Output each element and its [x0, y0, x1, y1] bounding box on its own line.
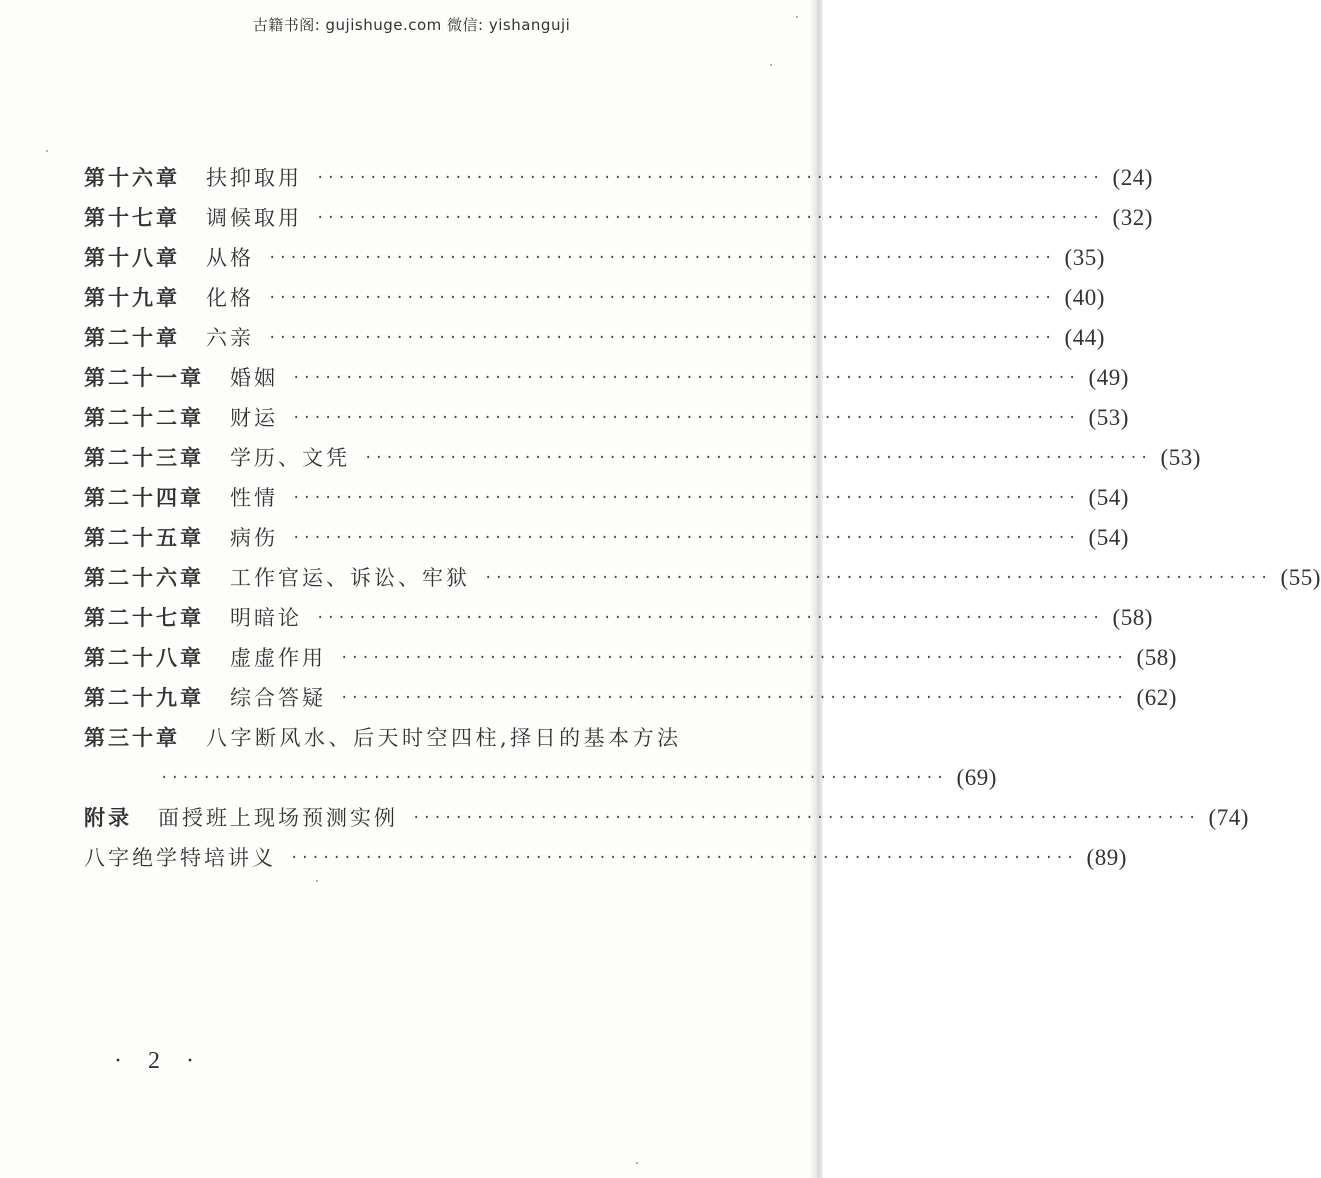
toc-page-number: (49)	[1088, 365, 1129, 390]
toc-dot-leader: ··········································································	[292, 410, 1079, 426]
toc-page-number: (55)	[1280, 565, 1321, 590]
toc-chapter: 第二十九章	[84, 685, 204, 710]
toc-dot-leader: ··········································································	[268, 250, 1055, 266]
toc-chapter: 第二十一章	[84, 365, 204, 390]
toc-dot-leader: ··········································································	[364, 450, 1151, 466]
toc-chapter: 第二十八章	[84, 645, 204, 670]
toc-chapter: 第二十四章	[84, 485, 204, 510]
toc-page-number: (54)	[1088, 525, 1129, 550]
toc-title: 虚虚作用	[230, 646, 326, 670]
toc-page-number: (58)	[1112, 605, 1153, 630]
toc-chapter: 第十九章	[84, 285, 180, 310]
scan-speck	[636, 1162, 638, 1164]
toc-title: 财运	[230, 406, 278, 430]
toc-dot-leader: ··········································································	[340, 690, 1127, 706]
toc-title: 性情	[230, 486, 278, 510]
toc-chapter: 第二十六章	[84, 565, 204, 590]
toc-dot-leader: ··········································································	[268, 330, 1055, 346]
toc-chapter: 第二十三章	[84, 445, 204, 470]
toc-entry	[84, 598, 1153, 638]
toc-entry	[84, 158, 1153, 198]
toc-entry	[84, 838, 1127, 878]
toc-page-number: (62)	[1136, 685, 1177, 710]
toc-title: 工作官运、诉讼、牢狱	[230, 566, 470, 590]
watermark-header: 古籍书阁: gujishuge.com 微信: yishanguji	[252, 16, 571, 34]
toc-page-number: (58)	[1136, 645, 1177, 670]
toc-page-number: (54)	[1088, 485, 1129, 510]
toc-dot-leader: ··········································································	[292, 530, 1079, 546]
toc-dot-leader: ··········································································	[160, 770, 947, 786]
toc-entry	[84, 438, 1201, 478]
toc-chapter: 第二十章	[84, 325, 180, 350]
toc-dot-leader: ··········································································	[340, 650, 1127, 666]
scan-speck	[770, 64, 772, 66]
toc-title: 明暗论	[230, 606, 302, 630]
toc-dot-leader: ··········································································	[316, 170, 1103, 186]
toc-dot-leader: ··········································································	[484, 570, 1271, 586]
toc-entry	[84, 278, 1105, 318]
toc-dot-leader: ··········································································	[268, 290, 1055, 306]
toc-chapter: 第三十章	[84, 725, 180, 750]
toc-title: 婚姻	[230, 366, 278, 390]
toc-page-number: (74)	[1208, 805, 1249, 830]
toc-page-number: (24)	[1112, 165, 1153, 190]
toc-entry	[84, 558, 1321, 598]
toc-entry	[84, 238, 1105, 278]
toc-entry	[84, 198, 1153, 238]
toc-title: 综合答疑	[230, 686, 326, 710]
toc-page-number: (35)	[1064, 245, 1105, 270]
toc-entry	[84, 718, 724, 758]
toc-dot-leader: ··········································································	[292, 490, 1079, 506]
toc-page-number: (89)	[1086, 845, 1127, 870]
toc-chapter: 第二十五章	[84, 525, 204, 550]
toc-entry	[84, 678, 1177, 718]
toc-chapter: 第十七章	[84, 205, 180, 230]
toc-dot-leader: ··········································································	[290, 850, 1077, 866]
page-number-footer: · 2 ·	[114, 1048, 204, 1074]
toc-page-number: (44)	[1064, 325, 1105, 350]
toc-title: 扶抑取用	[206, 166, 302, 190]
toc-chapter: 附录	[84, 805, 132, 830]
toc-entry	[84, 358, 1129, 398]
toc-entry	[84, 798, 1249, 838]
toc-chapter: 第二十二章	[84, 405, 204, 430]
toc-title: 调候取用	[206, 206, 302, 230]
toc-chapter: 第十六章	[84, 165, 180, 190]
toc-entry	[84, 398, 1129, 438]
toc-entry-continuation	[84, 758, 997, 798]
toc-chapter: 第二十七章	[84, 605, 204, 630]
toc-page-number: (69)	[956, 765, 997, 790]
table-of-contents	[84, 158, 1321, 878]
toc-dot-leader: ··········································································	[412, 810, 1199, 826]
toc-dot-leader: ··········································································	[316, 210, 1103, 226]
toc-entry	[84, 638, 1177, 678]
toc-chapter: 第十八章	[84, 245, 180, 270]
toc-title: 病伤	[230, 526, 278, 550]
toc-dot-leader: ··········································································	[316, 610, 1103, 626]
toc-page-number: (32)	[1112, 205, 1153, 230]
toc-entry	[84, 518, 1129, 558]
toc-entry	[84, 478, 1129, 518]
scan-speck	[46, 150, 48, 152]
toc-title: 从格	[206, 246, 254, 270]
scan-speck	[316, 880, 318, 882]
toc-page-number: (40)	[1064, 285, 1105, 310]
toc-title: 六亲	[206, 326, 254, 350]
toc-title: 八字断风水、后天时空四柱,择日的基本方法	[206, 726, 682, 750]
toc-entry	[84, 318, 1105, 358]
toc-title: 化格	[206, 286, 254, 310]
scan-speck	[796, 16, 798, 18]
toc-title: 面授班上现场预测实例	[158, 806, 398, 830]
toc-title: 学历、文凭	[230, 446, 350, 470]
toc-dot-leader: ··········································································	[292, 370, 1079, 386]
toc-page-number: (53)	[1160, 445, 1201, 470]
toc-title: 八字绝学特培讲义	[84, 846, 276, 870]
toc-page-number: (53)	[1088, 405, 1129, 430]
